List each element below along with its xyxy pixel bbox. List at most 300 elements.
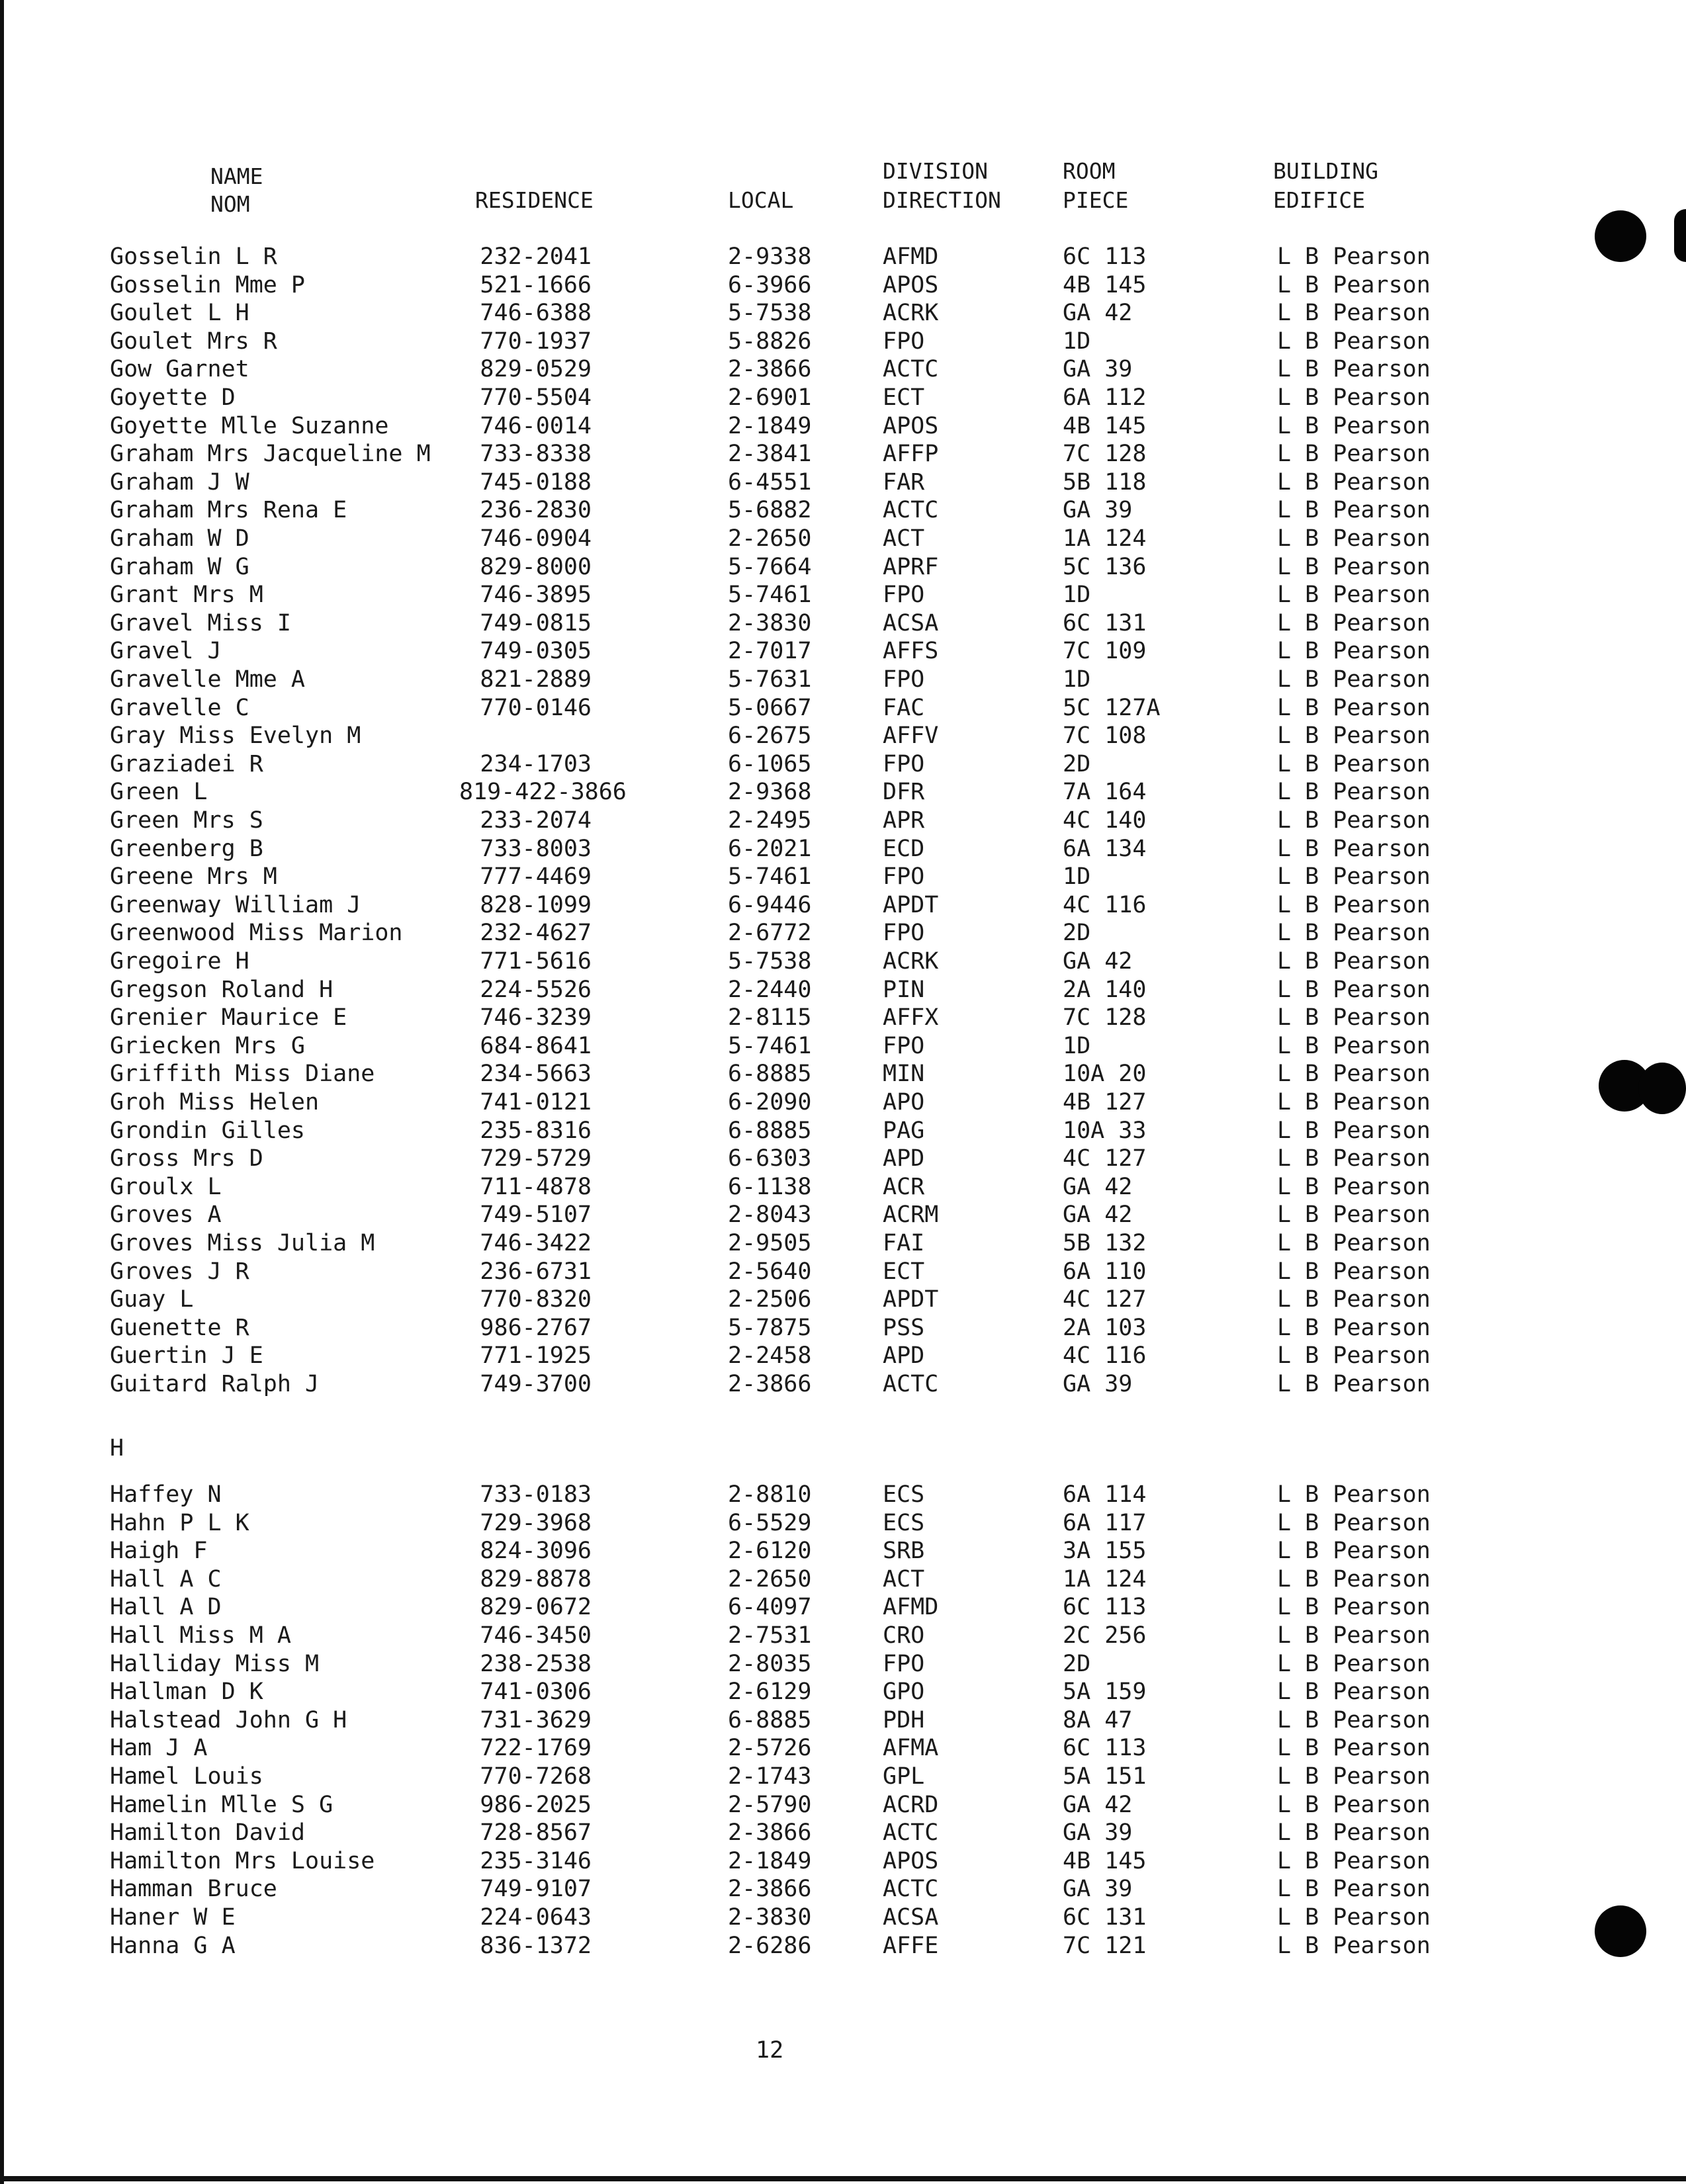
entry-name: Goulet L H: [110, 300, 249, 327]
entry-room: 7C 121: [1063, 1932, 1147, 1959]
entry-name: Goulet Mrs R: [110, 328, 277, 355]
entry-name: Grenier Maurice E: [110, 1004, 347, 1031]
entry-room: 5A 151: [1063, 1763, 1147, 1790]
header-room: ROOM: [1063, 158, 1116, 184]
entry-building: L B Pearson: [1277, 1004, 1431, 1031]
entry-division: FAC: [883, 694, 925, 721]
entry-building: L B Pearson: [1277, 1481, 1431, 1508]
table-row: [0, 863, 1686, 891]
entry-building: L B Pearson: [1277, 1791, 1431, 1818]
entry-division: APOS: [883, 1847, 939, 1874]
table-row: [0, 1593, 1686, 1621]
table-row: [0, 1791, 1686, 1819]
entry-name: Hall A C: [110, 1565, 222, 1593]
entry-building: L B Pearson: [1277, 948, 1431, 975]
entry-division: ACTC: [883, 1371, 939, 1397]
entry-name: Graham W D: [110, 525, 249, 552]
entry-room: 6C 131: [1063, 609, 1147, 636]
entry-building: L B Pearson: [1277, 1876, 1431, 1903]
entry-local: 2-2440: [728, 976, 812, 1003]
table-row: [0, 1847, 1686, 1875]
entry-building: L B Pearson: [1277, 356, 1431, 383]
entry-residence: 728-8567: [480, 1819, 592, 1847]
table-row: [0, 637, 1686, 665]
entry-name: Groves J R: [110, 1258, 249, 1285]
table-row: [0, 1117, 1686, 1145]
table-row: [0, 1481, 1686, 1508]
entry-division: APOS: [883, 412, 939, 439]
entry-room: 4B 145: [1063, 412, 1147, 439]
header-local: LOCAL: [728, 187, 794, 213]
entry-residence: 711-4878: [480, 1173, 592, 1200]
entry-room: 6C 113: [1063, 1735, 1147, 1762]
entry-local: 6-6303: [728, 1145, 812, 1172]
entry-name: Griecken Mrs G: [110, 1032, 306, 1059]
table-row: [0, 1286, 1686, 1313]
entry-division: FAI: [883, 1230, 925, 1256]
entry-room: 4B 145: [1063, 271, 1147, 298]
entry-room: 6C 131: [1063, 1904, 1147, 1931]
entry-division: ACRD: [883, 1791, 939, 1818]
entry-room: 6A 117: [1063, 1509, 1147, 1536]
entry-division: AFMD: [883, 1594, 939, 1621]
entry-local: 6-4097: [728, 1594, 812, 1621]
entry-residence: 749-0815: [480, 609, 592, 636]
entry-building: L B Pearson: [1277, 582, 1431, 609]
entry-name: Griffith Miss Diane: [110, 1061, 375, 1088]
entry-local: 2-1743: [728, 1763, 812, 1790]
entry-division: ACSA: [883, 1904, 939, 1931]
entry-name: Gross Mrs D: [110, 1145, 263, 1172]
table-row: [0, 525, 1686, 552]
entry-local: 2-8043: [728, 1201, 812, 1229]
entry-local: 5-7664: [728, 553, 812, 580]
entry-residence: 236-2830: [480, 497, 592, 524]
entry-name: Hahn P L K: [110, 1509, 249, 1536]
entry-local: 2-5640: [728, 1258, 812, 1285]
entry-building: L B Pearson: [1277, 1061, 1431, 1088]
entry-residence: 746-3422: [480, 1230, 592, 1256]
entry-room: 2A 103: [1063, 1314, 1147, 1341]
entry-building: L B Pearson: [1277, 1819, 1431, 1847]
entry-local: 2-2458: [728, 1342, 812, 1370]
entry-division: AFMA: [883, 1735, 939, 1762]
entry-residence: 819-422-3866: [459, 779, 627, 806]
table-row: [0, 243, 1686, 271]
entry-room: 4C 116: [1063, 1342, 1147, 1370]
entry-division: ACTC: [883, 1819, 939, 1847]
header-direction: DIRECTION: [883, 187, 1001, 213]
table-row: [0, 1201, 1686, 1229]
entry-room: 6A 110: [1063, 1258, 1147, 1285]
table-row: [0, 384, 1686, 412]
section-letter-h: H: [110, 1435, 124, 1462]
entry-name: Hamilton Mrs Louise: [110, 1847, 375, 1874]
entry-residence: 733-8338: [480, 441, 592, 468]
entry-local: 6-1065: [728, 750, 812, 777]
entry-local: 2-9338: [728, 243, 812, 270]
entry-room: 4C 140: [1063, 807, 1147, 834]
entry-building: L B Pearson: [1277, 441, 1431, 468]
entry-local: 6-8885: [728, 1706, 812, 1733]
entry-room: 6A 114: [1063, 1481, 1147, 1508]
entry-building: L B Pearson: [1277, 1371, 1431, 1397]
entry-local: 6-5529: [728, 1509, 812, 1536]
entry-building: L B Pearson: [1277, 779, 1431, 806]
entry-room: 1A 124: [1063, 1565, 1147, 1593]
entry-division: ECS: [883, 1481, 925, 1508]
entry-building: L B Pearson: [1277, 1847, 1431, 1874]
entry-name: Groves Miss Julia M: [110, 1230, 375, 1256]
entry-room: 1D: [1063, 328, 1091, 355]
entry-division: ACTC: [883, 356, 939, 383]
entry-residence: 749-9107: [480, 1876, 592, 1903]
table-row: [0, 1763, 1686, 1790]
entry-division: ACR: [883, 1173, 925, 1200]
entry-residence: 829-8000: [480, 553, 592, 580]
table-row: [0, 807, 1686, 834]
page-edge-bottom: [0, 2176, 1686, 2181]
table-row: [0, 1314, 1686, 1342]
entry-division: GPL: [883, 1763, 925, 1790]
entry-name: Halstead John G H: [110, 1706, 347, 1733]
entry-local: 5-7538: [728, 300, 812, 327]
entry-name: Groulx L: [110, 1173, 222, 1200]
entry-local: 2-6772: [728, 920, 812, 947]
entry-local: 2-2650: [728, 1565, 812, 1593]
entry-room: 4B 127: [1063, 1089, 1147, 1115]
table-row: [0, 328, 1686, 355]
entry-local: 5-7461: [728, 863, 812, 891]
entry-name: Grant Mrs M: [110, 582, 263, 609]
entry-name: Greenway William J: [110, 891, 361, 918]
entry-building: L B Pearson: [1277, 1314, 1431, 1341]
entry-name: Hall Miss M A: [110, 1622, 291, 1649]
header-nom: NOM: [210, 191, 250, 217]
entry-division: PDH: [883, 1706, 925, 1733]
entry-local: 2-2506: [728, 1286, 812, 1313]
entry-room: 4C 116: [1063, 891, 1147, 918]
entry-room: GA 42: [1063, 948, 1133, 975]
entry-residence: 986-2767: [480, 1314, 592, 1341]
entry-room: 7C 109: [1063, 638, 1147, 665]
table-row: [0, 1903, 1686, 1931]
entry-division: ACRM: [883, 1201, 939, 1229]
entry-local: 5-0667: [728, 694, 812, 721]
entry-division: ACSA: [883, 609, 939, 636]
entry-residence: 770-7268: [480, 1763, 592, 1790]
entry-division: ECD: [883, 835, 925, 862]
entry-division: PIN: [883, 976, 925, 1003]
entry-room: 7C 108: [1063, 722, 1147, 750]
table-row: [0, 694, 1686, 722]
entry-name: Hamel Louis: [110, 1763, 263, 1790]
entry-name: Guitard Ralph J: [110, 1371, 320, 1397]
entry-name: Haner W E: [110, 1904, 236, 1931]
entry-residence: 729-3968: [480, 1509, 592, 1536]
entry-division: FPO: [883, 863, 925, 891]
entry-building: L B Pearson: [1277, 1509, 1431, 1536]
entry-building: L B Pearson: [1277, 1706, 1431, 1733]
entry-division: ACTC: [883, 497, 939, 524]
entry-building: L B Pearson: [1277, 243, 1431, 270]
page-number: 12: [756, 2037, 784, 2064]
entry-name: Hamelin Mlle S G: [110, 1791, 333, 1818]
entry-building: L B Pearson: [1277, 835, 1431, 862]
entry-division: AFFV: [883, 722, 939, 750]
entry-name: Gregoire H: [110, 948, 249, 975]
table-row: [0, 1088, 1686, 1116]
entry-local: 6-9446: [728, 891, 812, 918]
entry-residence: 821-2889: [480, 666, 592, 693]
entry-residence: 770-5504: [480, 384, 592, 411]
entry-residence: 224-0643: [480, 1904, 592, 1931]
header-building: BUILDING: [1273, 158, 1378, 184]
entry-local: 2-9505: [728, 1230, 812, 1256]
entry-name: Gray Miss Evelyn M: [110, 722, 361, 750]
entry-residence: 777-4469: [480, 863, 592, 891]
header-piece: PIECE: [1063, 187, 1129, 213]
entry-room: GA 42: [1063, 1201, 1133, 1229]
entry-division: CRO: [883, 1622, 925, 1649]
entry-building: L B Pearson: [1277, 1089, 1431, 1115]
entry-room: GA 39: [1063, 356, 1133, 383]
entry-local: 2-7531: [728, 1622, 812, 1649]
entry-division: FPO: [883, 920, 925, 947]
entry-name: Haigh F: [110, 1538, 208, 1565]
header-name: NAME: [210, 163, 263, 189]
entry-division: SRB: [883, 1538, 925, 1565]
entry-room: 10A 20: [1063, 1061, 1147, 1088]
entry-division: FPO: [883, 328, 925, 355]
entry-division: PAG: [883, 1117, 925, 1144]
entry-room: GA 39: [1063, 1876, 1133, 1903]
entry-room: GA 42: [1063, 1173, 1133, 1200]
entry-room: 7C 128: [1063, 1004, 1147, 1031]
entry-residence: 733-0183: [480, 1481, 592, 1508]
entry-name: Graham J W: [110, 468, 249, 496]
table-row: [0, 891, 1686, 919]
table-row: [0, 1622, 1686, 1649]
entry-room: GA 39: [1063, 1819, 1133, 1847]
entry-local: 2-2495: [728, 807, 812, 834]
entry-room: 1A 124: [1063, 525, 1147, 552]
entry-building: L B Pearson: [1277, 1904, 1431, 1931]
entry-division: FPO: [883, 582, 925, 609]
entry-building: L B Pearson: [1277, 1230, 1431, 1256]
entry-building: L B Pearson: [1277, 271, 1431, 298]
entry-room: 1D: [1063, 666, 1091, 693]
entry-room: 2D: [1063, 750, 1091, 777]
entry-name: Green L: [110, 779, 208, 806]
entry-name: Guertin J E: [110, 1342, 263, 1370]
entry-building: L B Pearson: [1277, 1650, 1431, 1677]
entry-local: 6-3966: [728, 271, 812, 298]
entry-local: 2-7017: [728, 638, 812, 665]
entry-building: L B Pearson: [1277, 1565, 1431, 1593]
entry-division: PSS: [883, 1314, 925, 1341]
entry-local: 5-7538: [728, 948, 812, 975]
entry-building: L B Pearson: [1277, 1763, 1431, 1790]
entry-division: FPO: [883, 1032, 925, 1059]
table-row: [0, 1258, 1686, 1286]
entry-division: DFR: [883, 779, 925, 806]
table-row: [0, 1173, 1686, 1201]
entry-residence: 731-3629: [480, 1706, 592, 1733]
entry-residence: 746-3239: [480, 1004, 592, 1031]
entry-name: Greenwood Miss Marion: [110, 920, 403, 947]
table-row: [0, 666, 1686, 693]
entry-residence: 722-1769: [480, 1735, 592, 1762]
entry-room: 6A 134: [1063, 835, 1147, 862]
entry-name: Gosselin Mme P: [110, 271, 306, 298]
table-row: [0, 722, 1686, 750]
entry-building: L B Pearson: [1277, 891, 1431, 918]
entry-building: L B Pearson: [1277, 1932, 1431, 1959]
entry-building: L B Pearson: [1277, 1735, 1431, 1762]
entry-name: Halliday Miss M: [110, 1650, 320, 1677]
entry-name: Gravel Miss I: [110, 609, 291, 636]
entry-room: 6A 112: [1063, 384, 1147, 411]
entry-room: 10A 33: [1063, 1117, 1147, 1144]
entry-name: Gravel J: [110, 638, 222, 665]
table-row: [0, 440, 1686, 468]
entry-building: L B Pearson: [1277, 609, 1431, 636]
entry-local: 6-2021: [728, 835, 812, 862]
entry-building: L B Pearson: [1277, 412, 1431, 439]
entry-division: ACRK: [883, 300, 939, 327]
table-row: [0, 1932, 1686, 1960]
entry-local: 2-3841: [728, 441, 812, 468]
entry-residence: 828-1099: [480, 891, 592, 918]
entry-name: Hamman Bruce: [110, 1876, 277, 1903]
entry-building: L B Pearson: [1277, 384, 1431, 411]
table-row: [0, 919, 1686, 947]
entry-building: L B Pearson: [1277, 1117, 1431, 1144]
entry-residence: 233-2074: [480, 807, 592, 834]
entry-building: L B Pearson: [1277, 1032, 1431, 1059]
table-row: [0, 1537, 1686, 1565]
entry-building: L B Pearson: [1277, 1679, 1431, 1706]
table-row: [0, 1678, 1686, 1706]
entry-building: L B Pearson: [1277, 1538, 1431, 1565]
entry-residence: 238-2538: [480, 1650, 592, 1677]
entry-division: FPO: [883, 750, 925, 777]
entry-residence: 836-1372: [480, 1932, 592, 1959]
entry-name: Greene Mrs M: [110, 863, 277, 891]
entry-residence: 771-5616: [480, 948, 592, 975]
header-residence: RESIDENCE: [475, 187, 594, 213]
entry-building: L B Pearson: [1277, 1342, 1431, 1370]
entry-residence: 746-3895: [480, 582, 592, 609]
header-division: DIVISION: [883, 158, 988, 184]
entry-residence: 829-0672: [480, 1594, 592, 1621]
entry-residence: 986-2025: [480, 1791, 592, 1818]
entry-name: Gravelle C: [110, 694, 249, 721]
entry-residence: 771-1925: [480, 1342, 592, 1370]
entry-division: APR: [883, 807, 925, 834]
entry-building: L B Pearson: [1277, 920, 1431, 947]
entry-residence: 746-6388: [480, 300, 592, 327]
entry-local: 2-3866: [728, 356, 812, 383]
entry-residence: 235-3146: [480, 1847, 592, 1874]
entry-residence: 729-5729: [480, 1145, 592, 1172]
table-row: [0, 1819, 1686, 1847]
entry-local: 6-4551: [728, 468, 812, 496]
entry-local: 5-6882: [728, 497, 812, 524]
entry-local: 2-1849: [728, 1847, 812, 1874]
entry-room: 5B 132: [1063, 1230, 1147, 1256]
entry-building: L B Pearson: [1277, 1145, 1431, 1172]
entry-building: L B Pearson: [1277, 807, 1431, 834]
entry-residence: 235-8316: [480, 1117, 592, 1144]
entry-building: L B Pearson: [1277, 497, 1431, 524]
entry-name: Ham J A: [110, 1735, 208, 1762]
entry-building: L B Pearson: [1277, 328, 1431, 355]
entry-local: 6-2090: [728, 1089, 812, 1115]
entry-residence: 749-5107: [480, 1201, 592, 1229]
entry-room: 2C 256: [1063, 1622, 1147, 1649]
entry-name: Graham Mrs Rena E: [110, 497, 347, 524]
table-row: [0, 750, 1686, 778]
entry-room: 1D: [1063, 582, 1091, 609]
entry-local: 2-1849: [728, 412, 812, 439]
entry-name: Hamilton David: [110, 1819, 306, 1847]
entry-residence: 521-1666: [480, 271, 592, 298]
entry-room: 6C 113: [1063, 1594, 1147, 1621]
table-row: [0, 1509, 1686, 1537]
entry-local: 2-5726: [728, 1735, 812, 1762]
entry-residence: 733-8003: [480, 835, 592, 862]
entry-building: L B Pearson: [1277, 976, 1431, 1003]
entry-residence: 234-5663: [480, 1061, 592, 1088]
table-row: [0, 1342, 1686, 1370]
entry-room: GA 42: [1063, 1791, 1133, 1818]
entry-division: AFMD: [883, 243, 939, 270]
entry-room: 4C 127: [1063, 1286, 1147, 1313]
entry-division: FAR: [883, 468, 925, 496]
entry-room: 2D: [1063, 1650, 1091, 1677]
entry-building: L B Pearson: [1277, 468, 1431, 496]
table-row: [0, 1145, 1686, 1172]
entry-residence: 232-2041: [480, 243, 592, 270]
entry-division: FPO: [883, 666, 925, 693]
entry-name: Green Mrs S: [110, 807, 263, 834]
table-row: [0, 1706, 1686, 1734]
entry-residence: 224-5526: [480, 976, 592, 1003]
entry-residence: 829-0529: [480, 356, 592, 383]
entry-room: 2D: [1063, 920, 1091, 947]
entry-division: ECT: [883, 1258, 925, 1285]
entry-residence: 824-3096: [480, 1538, 592, 1565]
entry-room: 5C 127A: [1063, 694, 1161, 721]
entry-room: 1D: [1063, 863, 1091, 891]
entry-residence: 770-0146: [480, 694, 592, 721]
entry-building: L B Pearson: [1277, 666, 1431, 693]
table-row: [0, 553, 1686, 581]
entry-local: 2-9368: [728, 779, 812, 806]
entry-residence: 749-3700: [480, 1371, 592, 1397]
entry-local: 5-7461: [728, 1032, 812, 1059]
table-row: [0, 1734, 1686, 1762]
table-row: [0, 835, 1686, 863]
header-edifice: EDIFICE: [1273, 187, 1366, 213]
table-row: [0, 1004, 1686, 1031]
entry-building: L B Pearson: [1277, 1622, 1431, 1649]
entry-name: Goyette Mlle Suzanne: [110, 412, 389, 439]
entry-residence: 770-1937: [480, 328, 592, 355]
entry-building: L B Pearson: [1277, 1286, 1431, 1313]
